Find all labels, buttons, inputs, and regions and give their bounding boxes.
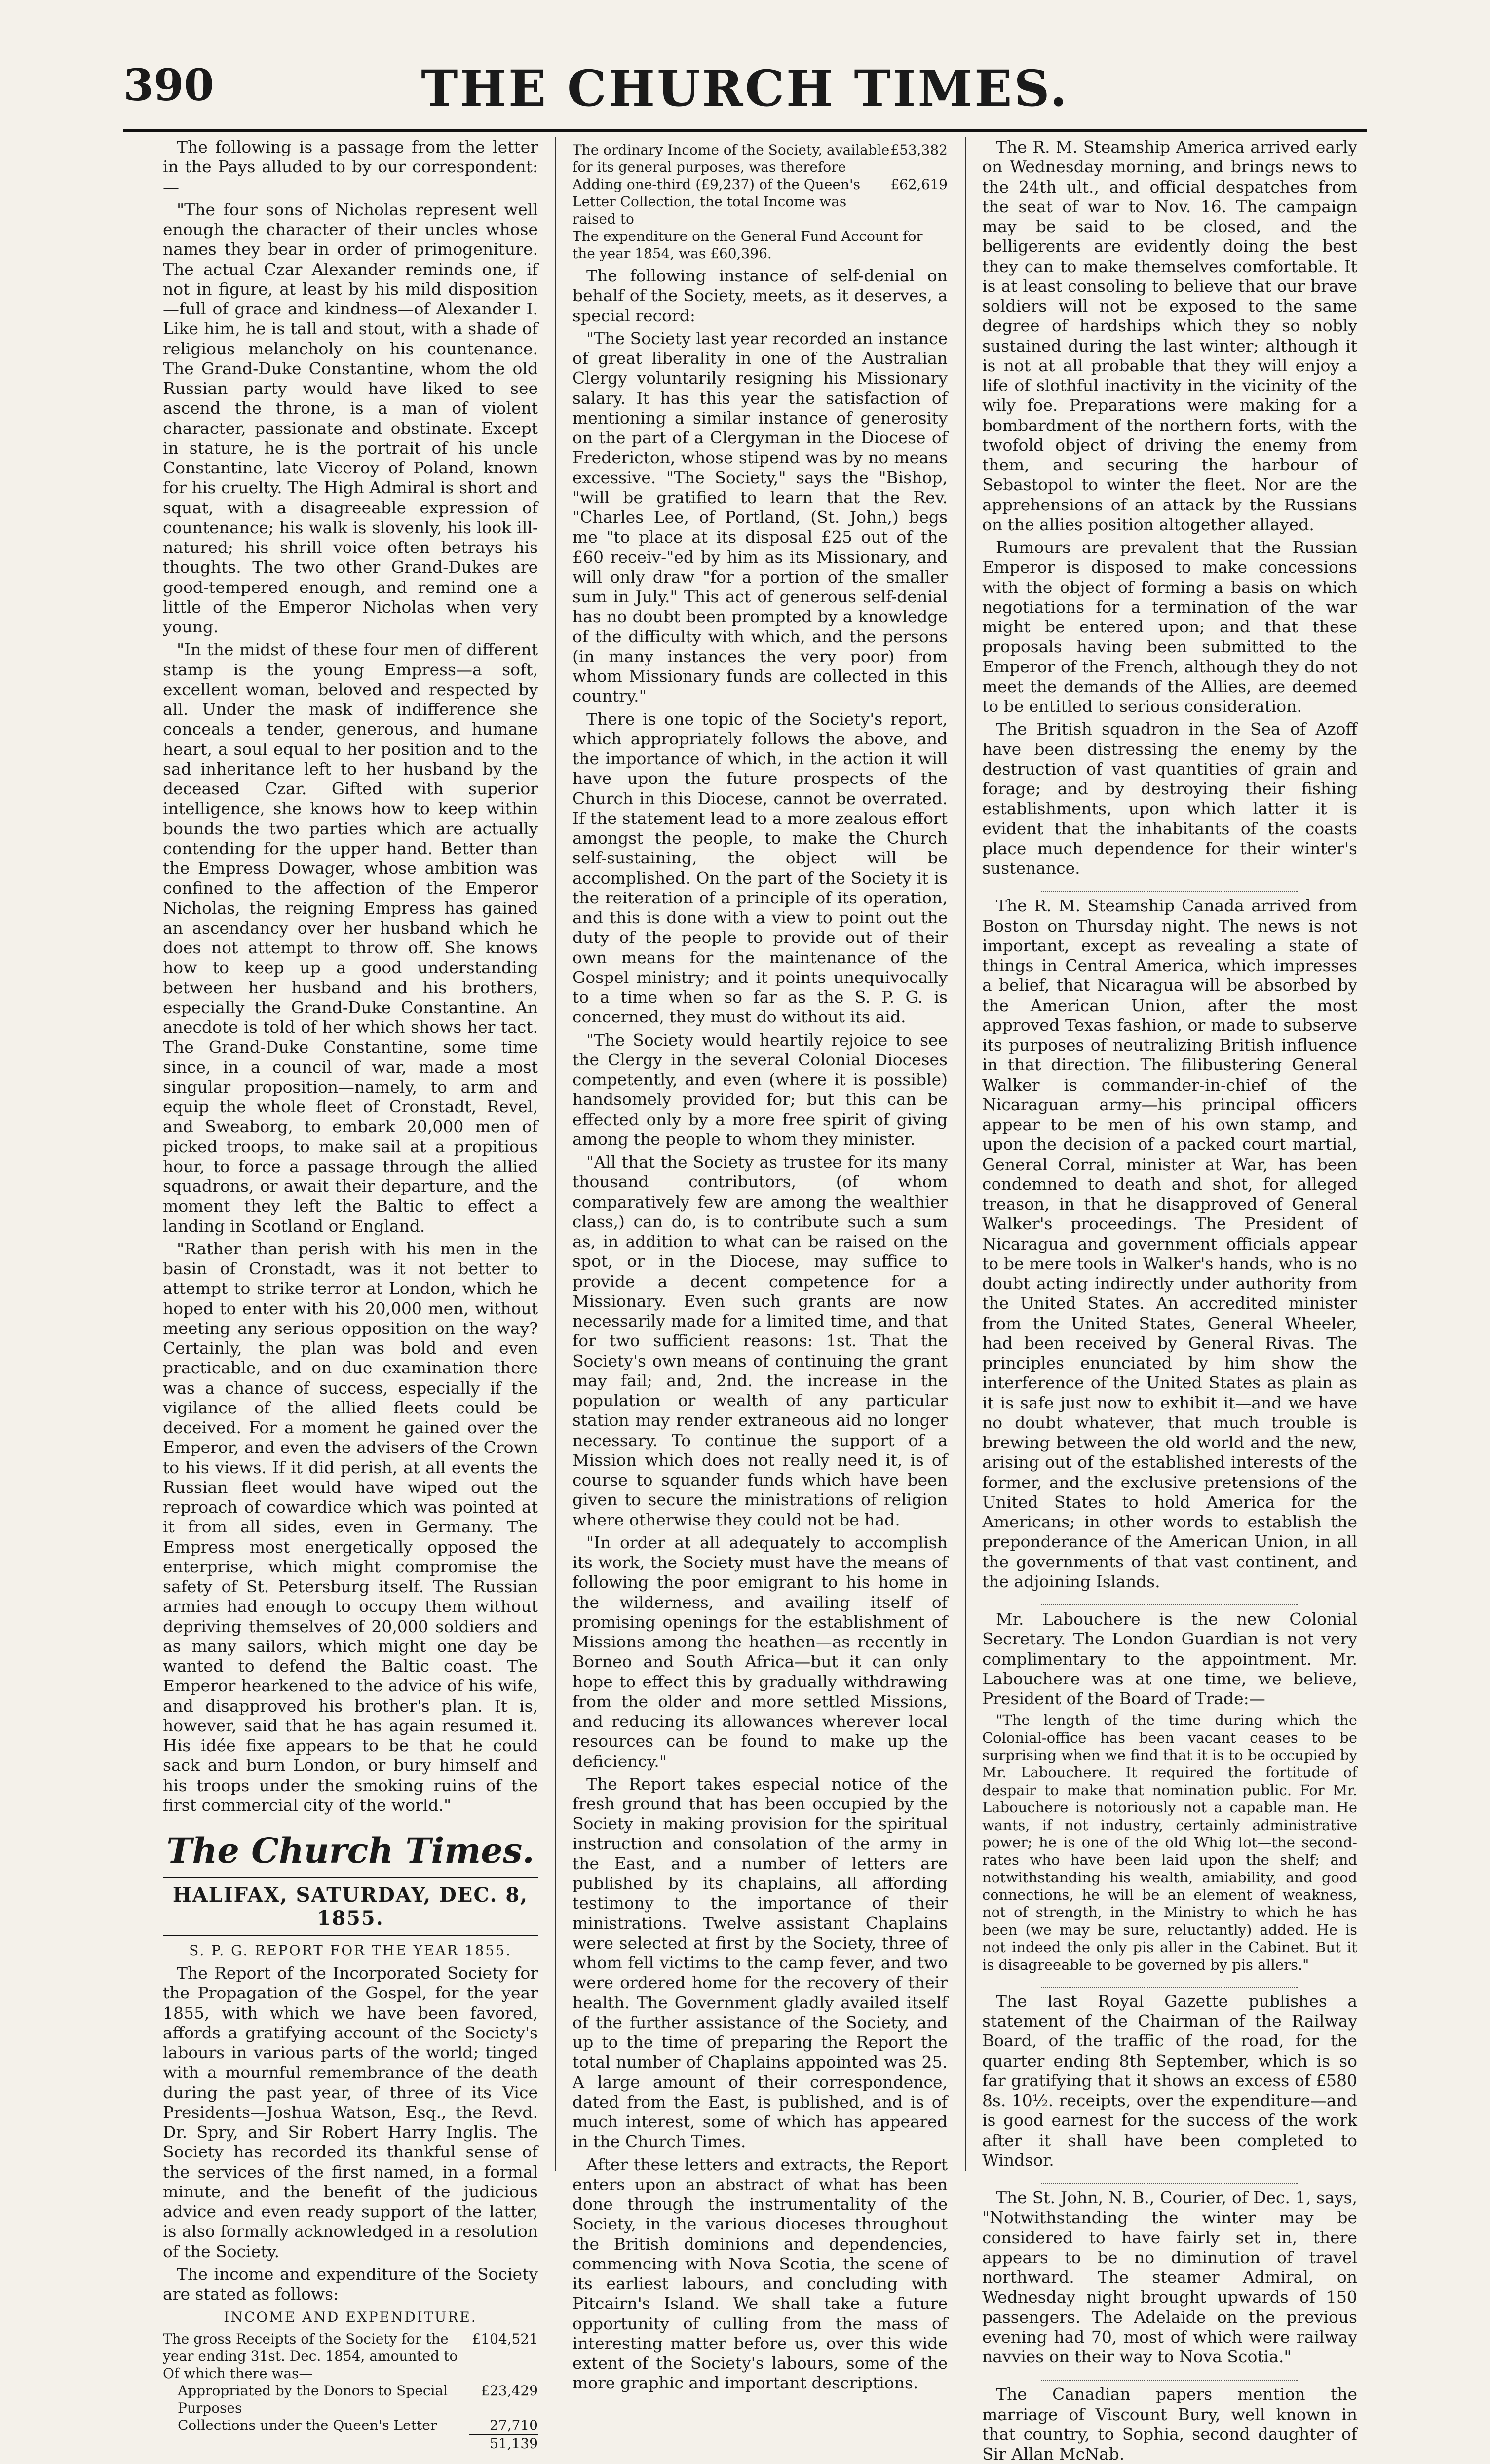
article-paragraph: Rumours are prevalent that the Russian Emperor is disposed to make concessions with the object of forming a basis on which negotiations for a termination of the war might be entered upon; and that these proposals having been submitted to the Emperor of the French, although they do not meet the demands of the Allies, are deemed to be entitled to serious consideration. [982,538,1357,716]
table-row [163,2382,538,2417]
table-row [573,176,948,228]
table-row [573,141,948,176]
article-paragraph: The last Royal Gazette publishes a statement of the Chairman of the Railway Board, of the traffic of the road, for the quarter ending 8th September, which is so far gratifying that it shows an excess of £580 8s. 10½. receipts, over the expenditure—and is good earnest for the success of the work after it shall have been completed to Windsor. [982,1991,1357,2170]
row-label: Appropriated by the Donors to Special Purposes [178,2383,448,2417]
ornament-divider [1041,882,1298,892]
article-paragraph: Mr. Labouchere is the new Colonial Secretary. The London Guardian is not very complimentary to the appointment. Mr. Labouchere was at one time, we believe, President of the Board of Trade:— [982,1609,1357,1708]
table-total: 51,139 [469,2434,538,2452]
row-amount: £53,382 [890,142,948,158]
article-quote: "The length of the time during which the Colonial-office has been vacant ceases to be surprising when we find that it is to be occupied by Mr. Labouchere. It required the fortitude of despair to make that nomination public. For Mr. Labouchere is notoriously not a capable man. He wants, if not industry, certainly administrative power; he is one of the old Whig lot—the second-rates who have been laid upon the shelf; and notwithstanding his wealth, amiability, and good connections, he will be an element of weakness, not of strength, in the Ministry to which he has been (we may be sure, reluctantly) added. He is not indeed the only pis aller in the Cabinet. But it is disagreeable to be governed by pis allers." [982,1712,1357,1973]
article-paragraph: There is one topic of the Society's report, which appropriately follows the above, and the importance of which, in the action it will have upon the future prospects of the Church in this Diocese, cannot be overrated. If the statement lead to a more zealous effort amongst the people, to make the Church self-sustaining, the object will be accomplished. On the part of the Society it is the reiteration of a principle of its operation, and this is done with a view to point out the duty of the people to provide out of their own means for the maintenance of the Gospel ministry; and it points unequivocally to a time when so far as the S. P. G. is concerned, they must do without its aid. [573,709,948,1027]
ornament-divider [1041,1596,1298,1605]
article-paragraph: "The Society would heartily rejoice to see the Clergy in the several Colonial Dioceses competently, and even (where it is possible) handsomely provided for; but this can be effected only by a more free spirit of giving among the people to whom they minister. [573,1030,948,1149]
row-label: The expenditure on the General Fund Account for the year 1854, was £60,396. [573,228,923,262]
row-amount: £23,429 [481,2383,538,2399]
article-paragraph: "In order at all adequately to accomplish its work, the Society must have the means of following the poor emigrant to his home in the wilderness, and availing itself of promising openings for the establishment of Missions among the heathen—as recently in Borneo and South Africa—but it can only hope to effect this by gradually withdrawing from the older and more settled Missions, and reducing its allowances wherever local resources can be found to make up the deficiency." [573,1532,948,1771]
ornament-divider [1041,2174,1298,2184]
row-amount: £104,521 [472,2331,538,2347]
article-paragraph: "The four sons of Nicholas represent well enough the character of their uncles whose names they bear in order of primogeniture. The actual Czar Alexander reminds one, if not in figure, at least by his mild disposition—full of grace and kindness—of Alexander I. Like him, he is tall and stout, with a shade of religious melancholy on his countenance. The Grand-Duke Constantine, whom the old Russian party would have liked to see ascend the throne, is a man of violent character, passionate and obstinate. Except in stature, he is the portrait of his uncle Constantine, late Viceroy of Poland, known for his cruelty. The High Admiral is short and squat, with a disagreeable expression of countenance; his walk is slovenly, his look ill-natured; his shrill voice often betrays his thoughts. The two other Grand-Dukes are good-tempered enough, and remind one a little of the Emperor Nicholas when very young. [163,199,538,636]
article-paragraph: The British squadron in the Sea of Azoff have been distressing the enemy by the destruction of vast quantities of grain and forage; and by destroying their fishing establishments, upon which latter it is evident that the inhabitants of the coasts place much dependence for their winter's sustenance. [982,719,1357,878]
row-label: The ordinary Income of the Society, available for its general purposes, was therefore [573,142,890,175]
table-heading: INCOME AND EXPENDITURE. [224,2309,477,2326]
section-heading: S. P. G. REPORT FOR THE YEAR 1855. [189,1942,512,1958]
ornament-divider [1041,2371,1298,2381]
article-paragraph: After these letters and extracts, the Report enters upon an abstract of what has been done through the instrumentality of the Society, in the various dioceses throughout the British dominions and dependencies, commencing with Nova Scotia, the scene of its earliest labours, and concluding with Pitcairn's Island. We shall take a future opportunity of culling from the mass of interesting matter before us, over this wide extent of the Society's labours, some of the more graphic and important descriptions. [573,2154,948,2393]
dateline: HALIFAX, SATURDAY, DEC. 8, 1855. [163,1877,538,1936]
header-rule [123,129,1367,132]
article-paragraph: The income and expenditure of the Society are stated as follows: [163,2264,538,2304]
row-label: Collections under the Queen's Letter [178,2417,437,2434]
page-header [123,59,1367,128]
article-paragraph: The Canadian papers mention the marriage of Viscount Bury, well known in that country, to Sophia, second daughter of Sir Allan McNab. [982,2385,1357,2464]
table-row [163,2330,538,2365]
income-table [163,2330,538,2452]
article-paragraph: The Report takes especial notice of the fresh ground that has been occupied by the Society in making provision for the spiritual instruction and consolation of the army in the East, and a number of letters are published by its chaplains, all affording testimony to the importance of their ministrations. Twelve assistant Chaplains were selected at first by the Society, three of whom fell victims to the camp fever, and two were ordered home for the recovery of their health. The Government gladly availed itself of the further assistance of the Society, and up to the time of preparing the Report the total number of Chaplains appointed was 25. A large amount of their correspondence, dated from the East, is published, and is of much interest, some of which has appeared in the Church Times. [573,1774,948,2151]
row-amount: £62,619 [890,176,948,193]
row-label: Of which there was— [163,2365,313,2382]
article-paragraph: The St. John, N. B., Courier, of Dec. 1, says, "Notwithstanding the winter may be considered to have fairly set in, there appears to be no diminution of travel northward. The steamer Admiral, on Wednesday night brought upwards of 150 passengers. The Adelaide on the previous evening had 70, most of which were railway navvies on their way to Nova Scotia." [982,2188,1357,2367]
article-paragraph: "In the midst of these four men of different stamp is the young Empress—a soft, excellent woman, beloved and respected by all. Under the mask of indifference she conceals a tender, generous, and humane heart, a soul equal to her position and to the sad inheritance left to her husband by the deceased Czar. Gifted with superior intelligence, she knows how to keep within bounds the two parties which are actually contending for the upper hand. Better than the Empress Dowager, whose ambition was confined to the affection of the Emperor Nicholas, the reigning Empress has gained an ascendancy over her husband which he does not attempt to throw off. She knows how to keep up a good understanding between her husband and his brothers, especially the Grand-Duke Constantine. An anecdote is told of her which shows her tact. The Grand-Duke Constantine, some time since, in a council of war, made a most singular proposition—namely, to arm and equip the whole fleet of Cronstadt, Revel, and Sweaborg, to embark 20,000 men of picked troops, to make sail at a propitious hour, to force a passage through the allied squadrons, or await their departure, and the moment they left the Baltic to effect a landing in Scotland or England. [163,640,538,1236]
ornament-divider [1041,1978,1298,1988]
article-paragraph: The R. M. Steamship Canada arrived from Boston on Thursday night. The news is not important, except as revealing a state of things in Central America, which impresses a belief, that Nicaragua will be absorbed by the American Union, after the most approved Texas fashion, or made to subserve its purposes of neutralizing British influence in that direction. The filibustering General Walker is commander-in-chief of the Nicaraguan army—his principal officers appear to be men of his own stamp, and upon the decision of a packed court martial, General Corral, minister at War, has been condemned to death and shot, for alleged treason, in that he disapproved of General Walker's proceedings. The President of Nicaragua and government officials appear to be mere tools in Walker's hands, who is no doubt acting indirectly under authority from the United States. An accredited minister from the United States, General Wheeler, had been received by General Rivas. The principles enunciated by him show the interference of the United States as plain as it is safe just now to exhibit it—and we have no doubt whatever, that much trouble is brewing between the old world and the new, arising out of the established interests of the former, and the exclusive pretensions of the United States to hold America for the Americans; in other words to establish the preponderance of the American Union, in all the governments of that vast continent, and the adjoining Islands. [982,896,1357,1591]
row-amount: 27,710 [490,2417,538,2434]
table-row [573,228,948,262]
article-paragraph: The R. M. Steamship America arrived early on Wednesday morning, and brings news to the 24th ult., and official despatches from the seat of war to Nov. 16. The campaign may be said to be closed, and the belligerents are evidently doing the best they can to make themselves comfortable. It is at least consoling to believe that our brave soldiers will not be exposed to the same degree of hardships which they so nobly sustained during the last winter; although it is not at all probable that they will enjoy a life of slothful inactivity in the vicinity of the wily foe. Preparations were making for a bombardment of the northern forts, with the twofold object of driving the enemy from them, and securing the harbour of Sebastopol to winter the fleet. Nor are the apprehensions of an attack by the Russians on the allies position altogether allayed. [982,137,1357,534]
article-paragraph: The following instance of self-denial on behalf of the Society, meets, as it deserves, a special record: [573,266,948,325]
column-3 [982,137,1357,2464]
columns [163,137,1357,2464]
article-paragraph: The Report of the Incorporated Society for the Propagation of the Gospel, for the year 1855, with which we have been favored, affords a gratifying account of the Society's labours in various parts of the world; tinged with a mournful remembrance of the death during the past year, of three of its Vice Presidents—Joshua Watson, Esq., the Revd. Dr. Spry, and Sir Robert Harry Inglis. The Society has recorded its thankful sense of the services of the first named, in a formal minute, and the benefit of the judicious advice and even ready support of the latter, is also formally acknowledged in a resolution of the Society. [163,1963,538,2261]
column-divider [555,137,556,2171]
table-row [163,2417,538,2434]
row-label: The gross Receipts of the Society for the year ending 31st. Dec. 1854, amounted to [163,2331,458,2365]
column-divider [965,137,966,2171]
table-row [163,2365,538,2382]
masthead: The Church Times. [166,1830,535,1871]
column-2 [573,137,948,2393]
page-number: 390 [123,59,214,111]
income-table-continued [573,141,948,262]
row-label: Adding one-third (£9,237) of the Queen's Letter Collection, the total Income was raised to [573,176,861,227]
article-paragraph: "Rather than perish with his men in the basin of Cronstadt, was it not better to attempt to strike terror at London, which he hoped to enter with his 20,000 men, without meeting any serious opposition on the way? Certainly, the plan was bold and even practicable, and on due examination there was a chance of success, especially if the vigilance of the allied fleets could be deceived. For a moment he gained over the Emperor, and even the advisers of the Crown to his views. If it did perish, at all events the Russian fleet would have wiped out the reproach of cowardice which was pointed at it from all sides, even in Germany. The Empress most energetically opposed the enterprise, which might compromise the safety of St. Petersburg itself. The Russian armies had enough to occupy them without depriving themselves of 20,000 soldiers and as many sailors, which might one day be wanted to defend the Baltic coast. The Emperor hearkened to the advice of his wife, and disapproved his brother's plan. It is, however, said that he has again resumed it. His idée fixe appears to be that he could sack and burn London, or bury himself and his troops under the smoking ruins of the first commercial city of the world." [163,1239,538,1815]
article-paragraph: The following is a passage from the letter in the Pays alluded to by our correspondent:— [163,137,538,196]
newspaper-title: THE CHURCH TIMES. [421,59,1069,117]
column-1 [163,137,538,2452]
article-paragraph: "All that the Society as trustee for its many thousand contributors, (of whom comparatively few are among the wealthier class,) can do, is to contribute such a sum as, in addition to what can be raised on the spot, or in the Diocese, may suffice to provide a decent competence for a Missionary. Even such grants are now necessarily made for a limited time, and that for two sufficient reasons: 1st. That the Society's own means of continuing the grant may fail; and, 2nd. the increase in the population or wealth of any particular station may render extraneous aid no longer necessary. To continue the support of a Mission which does not really need it, is of course to squander funds which have been given to secure the ministrations of religion where otherwise they could not be had. [573,1152,948,1529]
article-paragraph: "The Society last year recorded an instance of great liberality in one of the Australian Clergy voluntarily resigning his Missionary salary. It has this year the satisfaction of mentioning a similar instance of generosity on the part of a Clergyman in the Diocese of Fredericton, whose stipend was by no means excessive. "The Society," says the "Bishop, "will be gratified to learn that the Rev. "Charles Lee, of Portland, (St. John,) begs me "to place at its disposal £25 out of the £60 receiv-"ed by him as its Missionary, and will only draw "for a portion of the smaller sum in July." This act of generous self-denial has no doubt been prompted by a knowledge of the difficulty with which, and the persons (in many instances the very poor) from whom Missionary funds are collected in this country." [573,328,948,706]
